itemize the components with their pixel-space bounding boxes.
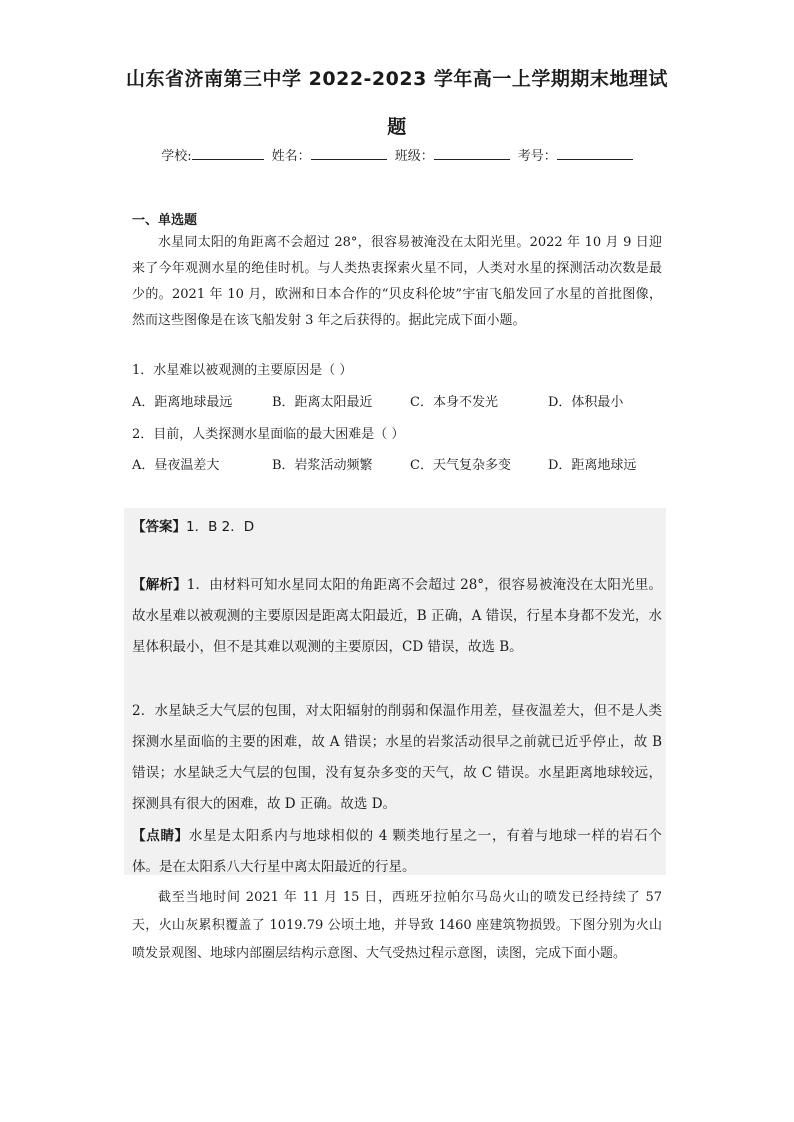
q2-option-c[interactable]: C．天气复杂多变 (410, 458, 511, 473)
answer-text: 1．B 2．D (186, 519, 255, 535)
q1-option-a[interactable]: A．距离地球最远 (132, 395, 233, 410)
exam-title-line-2: 题 (387, 116, 407, 138)
q2-option-b[interactable]: B．岩浆活动频繁 (272, 458, 373, 473)
name-blank[interactable] (311, 147, 387, 160)
analysis-text-1: 1．由材料可知水星同太阳的角距离不会超过 28°，很容易被淹没在太阳光里。故水星难以被观测的主要原因是距离太阳最近，B 正确，A 错误，行星本身都不发光，水星体积最小，但不是其难以观测的主要原因，CD 错误，故选 B。 (132, 577, 663, 655)
q1-option-b[interactable]: B．距离太阳最近 (272, 395, 373, 410)
exam-number-blank[interactable] (557, 147, 633, 160)
passage-mercury: 水星同太阳的角距离不会超过 28°，很容易被淹没在太阳光里。2022 年 10 月 9 日迎来了今年观测水星的绝佳时机。与人类热衷探索火星不同，人类对水星的探测活动次数是最少的。2021 年 10 月，欧洲和日本合作的“贝皮科伦坡”宇宙飞船发回了水星的首批图像，然而这些图像是在该飞船发射 3 年之后获得的。据此完成下面小题。 (132, 235, 662, 328)
q2-option-a[interactable]: A．昼夜温差大 (132, 458, 220, 473)
name-label: 姓名： (271, 149, 311, 164)
q2-option-d[interactable]: D．距离地球远 (548, 458, 637, 473)
school-label: 学校: (161, 149, 192, 164)
analysis-tag: 【解析】 (132, 577, 187, 593)
exam-number-label: 考号： (517, 149, 557, 164)
class-blank[interactable] (434, 147, 510, 160)
tip-text: 水星是太阳系内与地球相似的 4 颗类地行星之一，有着与地球一样的岩石个体。是在太阳系八大行星中离太阳最近的行星。 (132, 828, 663, 875)
exam-title-line-1: 山东省济南第三中学 2022-2023 学年高一上学期期末地理试 (126, 68, 668, 90)
class-label: 班级： (394, 149, 434, 164)
question-1-stem: 1．水星难以被观测的主要原因是（ ） (132, 363, 353, 378)
answer-line (132, 515, 254, 535)
section-heading: 一、单选题 (132, 213, 198, 228)
q1-option-d[interactable]: D．体积最小 (548, 395, 624, 410)
tip-paragraph (132, 821, 662, 883)
school-blank[interactable] (192, 147, 264, 160)
analysis-part-2: 2．水星缺乏大气层的包围，对太阳辐射的削弱和保温作用差，昼夜温差大，但不是人类探测水星面临的主要的困难，故 A 错误；水星的岩浆活动很早之前就已近乎停止，故 B 错误；水星缺乏大气层的包围，没有复杂多变的天气，故 C 错误。水星距离地球较远，探测具有很大的困难，故 D 正确。故选 D。 (132, 703, 662, 812)
student-info-fields (0, 145, 794, 164)
tip-tag: 【点睛】 (132, 828, 189, 844)
answer-tag: 【答案】 (132, 519, 186, 535)
analysis-part-1 (132, 570, 662, 663)
q1-option-c[interactable]: C．本身不发光 (410, 395, 498, 410)
question-2-stem: 2．目前，人类探测水星面临的最大困难是（ ） (132, 427, 405, 442)
passage-volcano: 截至当地时间 2021 年 11 月 15 日，西班牙拉帕尔马岛火山的喷发已经持续了 57 天，火山灰累积覆盖了 1019.79 公顷土地，并导致 1460 座建筑物损毁。下图分别为火山喷发景观图、地球内部圈层结构示意图、大气受热过程示意图，读图，完成下面小题。 (132, 890, 662, 961)
